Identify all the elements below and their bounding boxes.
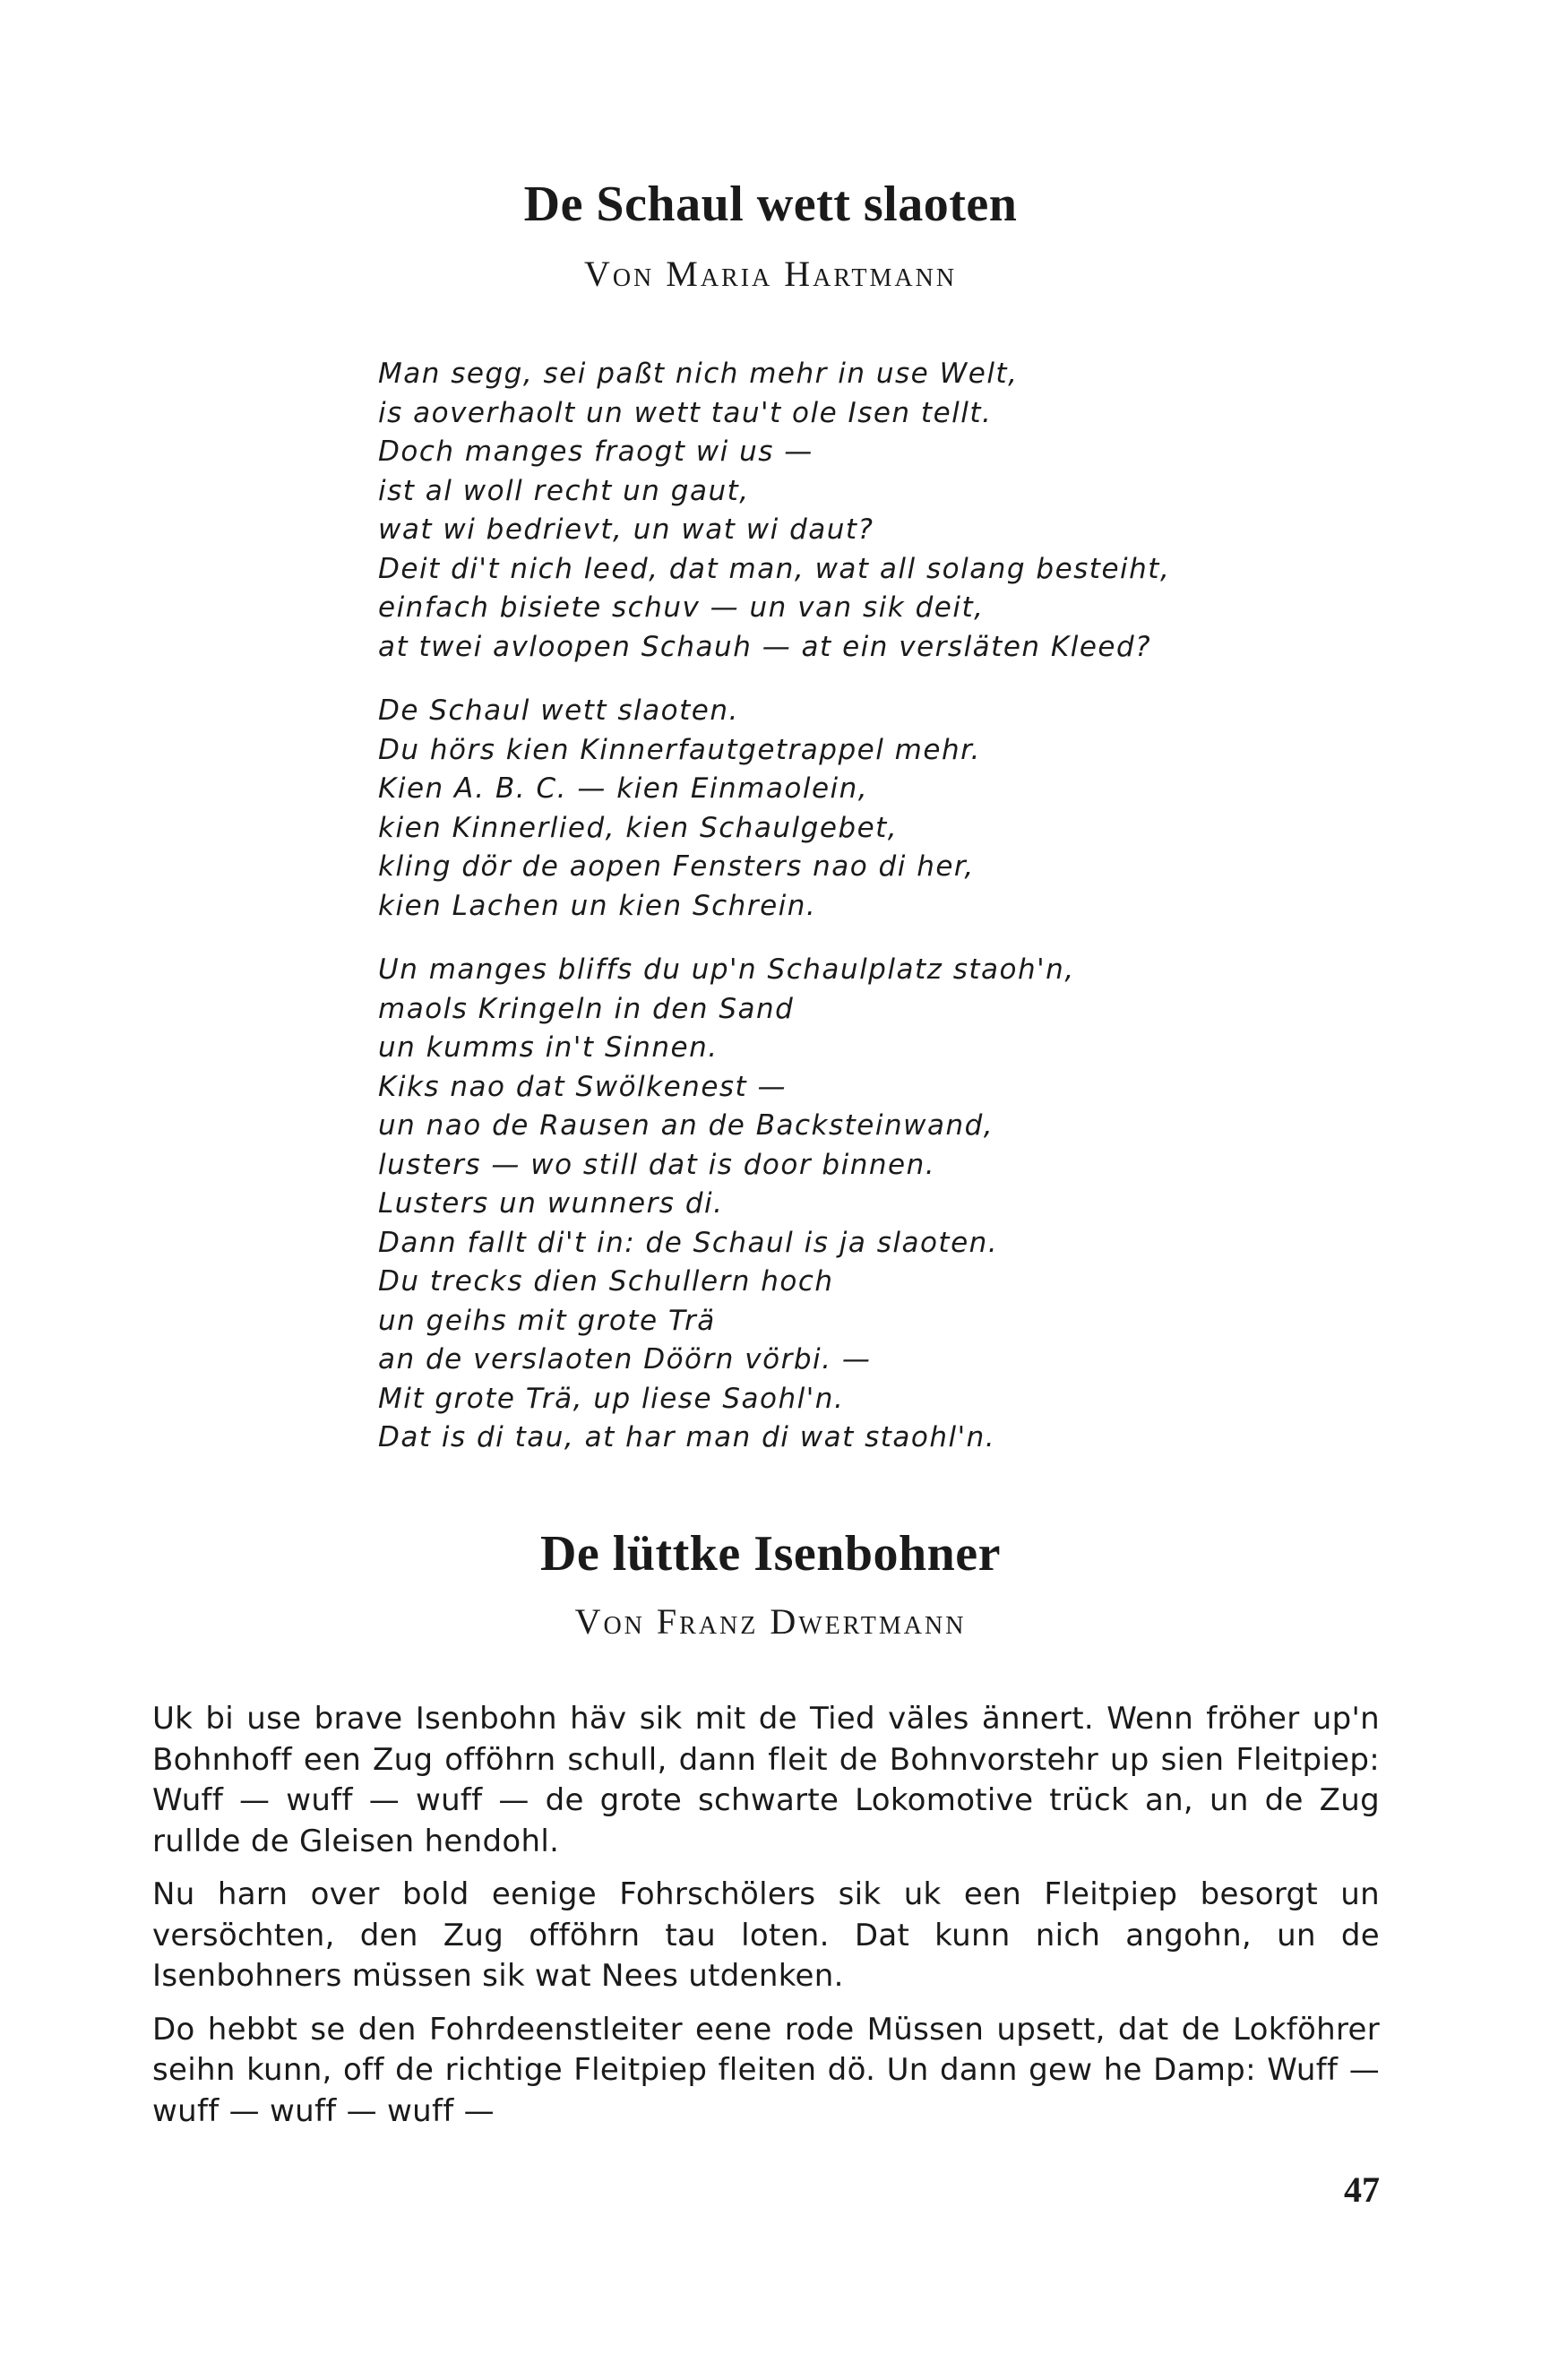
poem-line: Un manges bliffs du up'n Schaulplatz staoh'n, [378,953,1075,986]
poem-line: Man segg, sei paßt nich mehr in use Welt, [378,358,1019,390]
poem-line: ist al woll recht un gaut, [378,474,750,507]
poem-line: Mit grote Trä, up liese Saohl'n. [378,1382,845,1415]
poem-line: Du trecks dien Schullern hoch [378,1265,834,1298]
poem-line: un kumms in't Sinnen. [378,1031,719,1064]
poem-line: Du hörs kien Kinnerfautgetrappel mehr. [378,733,981,766]
poem-line: un nao de Rausen an de Backsteinwand, [378,1109,994,1142]
poem-line: Dat is di tau, at har man di wat staohl'n. [378,1421,996,1453]
poem-stanza [378,355,1382,667]
poem-stanza [378,692,1382,926]
paragraph: Nu harn over bold eenige Fohrschölers sik uk een Fleitpiep besorgt un versöchten, den Zug offöhrn tau loten. Dat kunn nich angohn, un de Isenbohners müssen sik wat Nees utdenken. [152,1876,1380,1994]
poem-line: maols Kringeln in den Sand [378,992,795,1025]
poem-line: un geihs mit grote Trä [378,1304,716,1337]
poem-line: Kiks nao dat Swölkenest — [378,1070,788,1103]
poem-stanza [378,951,1382,1458]
poem [378,355,1382,1483]
article-byline: Von Franz Dwertmann [574,1601,967,1642]
poem-line: an de verslaoten Döörn vörbi. — [378,1343,872,1375]
poem-line: is aoverhaolt un wett tau't ole Isen tellt. [378,396,993,429]
article-title: De Schaul wett slaoten [523,177,1018,232]
poem-line: kien Kinnerlied, kien Schaulgebet, [378,811,899,844]
poem-line: kien Lachen un kien Schrein. [378,889,817,922]
article-title: De lüttke Isenbohner [539,1526,1002,1582]
paragraph: Do hebbt se den Fohrdeenstleiter eene rode Müssen upsett, dat de Lokföhrer seihn kunn, off de richtige Fleitpiep fleiten dö. Un dann gew he Damp: Wuff — wuff — wuff — wuff — [152,2011,1380,2129]
poem-line: lusters — wo still dat is door binnen. [378,1148,936,1181]
article-body [152,1699,1380,2144]
poem-line: De Schaul wett slaoten. [378,694,739,727]
poem-line: einfach bisiete schuv — un van sik deit, [378,591,985,624]
poem-line: kling dör de aopen Fensters nao di her, [378,850,975,883]
poem-line: Deit di't nich leed, dat man, wat all solang besteiht, [378,552,1171,585]
poem-line: Dann fallt di't in: de Schaul is ja slaoten. [378,1226,999,1259]
article-byline: Von Maria Hartmann [583,254,958,294]
poem-line: Lusters un wunners di. [378,1187,724,1220]
paragraph: Uk bi use brave Isenbohn häv sik mit de Tied väles ännert. Wenn fröher up'n Bohnhoff een Zug offöhrn schull, dann fleit de Bohnvorstehr up sien Fleitpiep: Wuff — wuff — wuff — de grote schwarte Lokomotive trück an, un de Zug rullde de Gleisen hendohl. [152,1701,1380,1859]
poem-line: wat wi bedrievt, un wat wi daut? [378,513,874,546]
poem-line: at twei avloopen Schauh — at ein versläten Kleed? [378,630,1152,663]
poem-line: Doch manges fraogt wi us — [378,435,814,468]
poem-line: Kien A. B. C. — kien Einmaolein, [378,772,869,805]
page-number: 47 [1344,2169,1380,2210]
